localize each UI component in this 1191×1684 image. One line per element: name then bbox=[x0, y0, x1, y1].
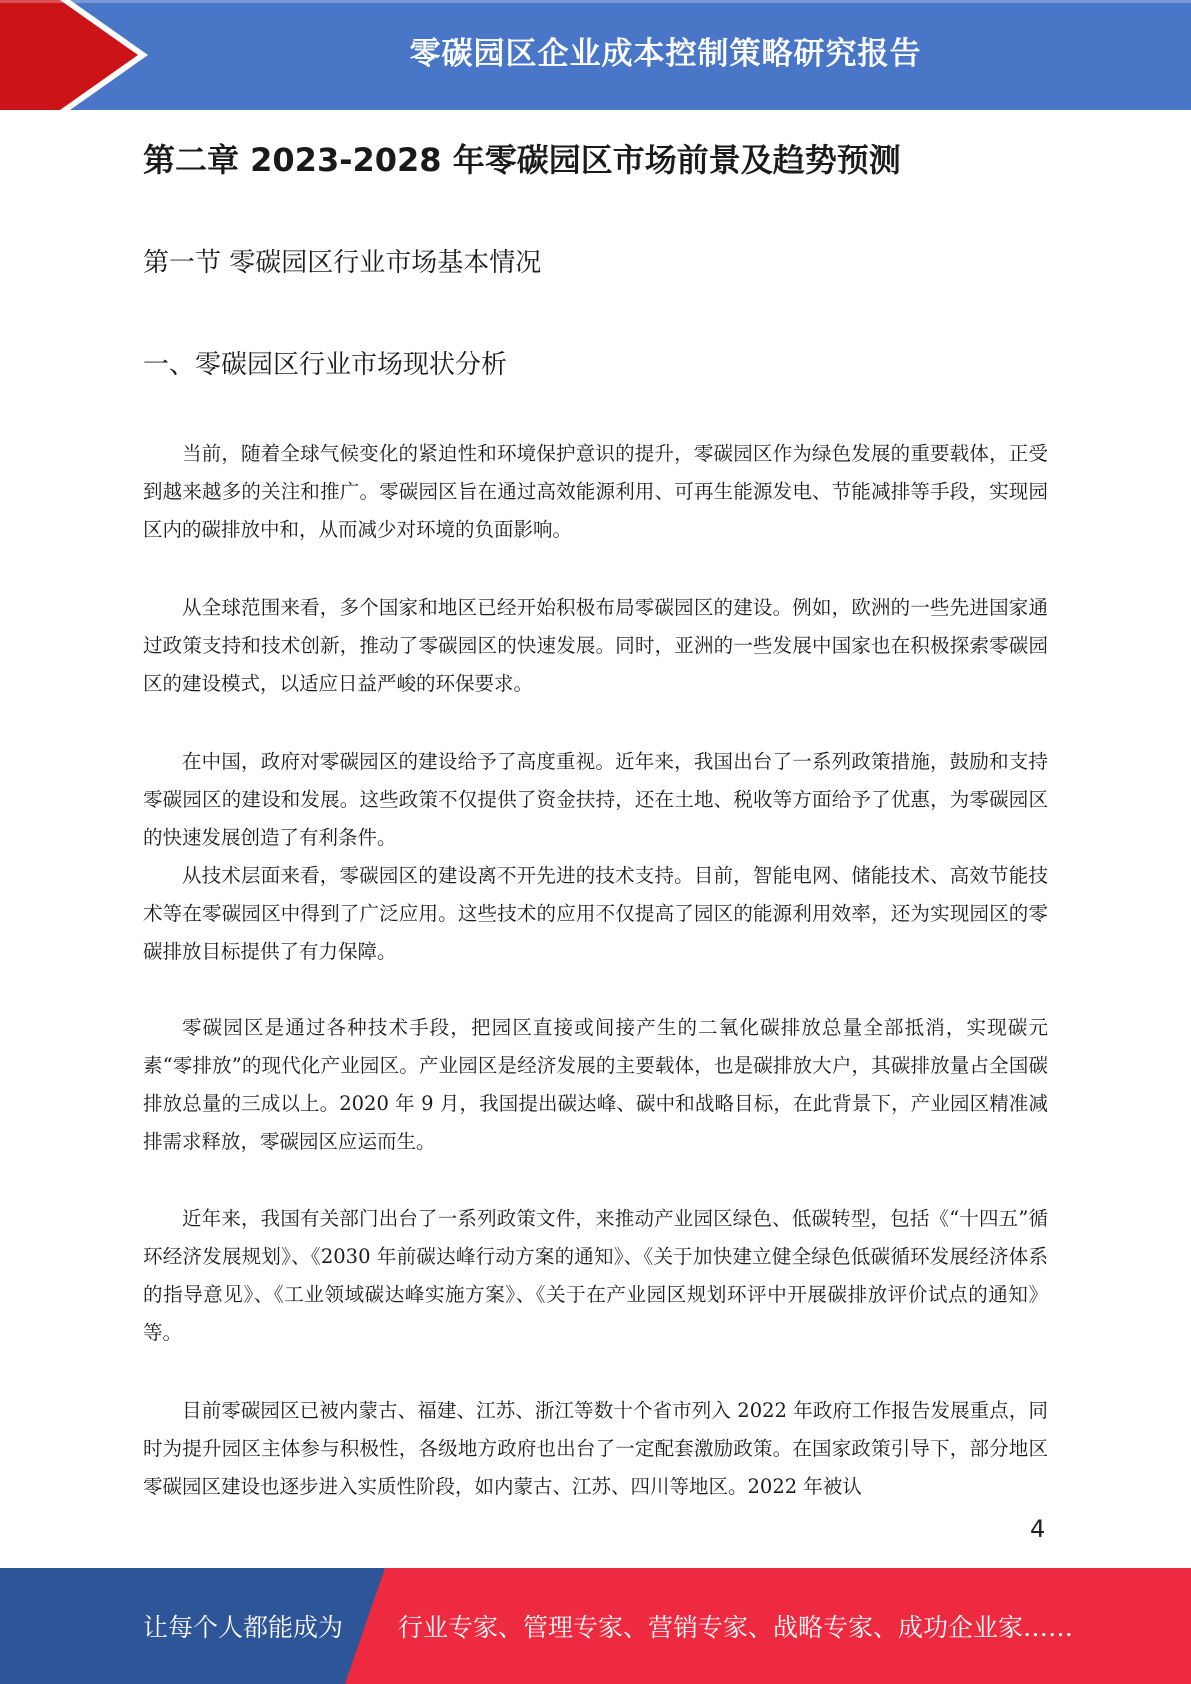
page-footer bbox=[0, 1568, 1191, 1684]
paragraph: 零碳园区是通过各种技术手段，把园区直接或间接产生的二氧化碳排放总量全部抵消，实现碳元素“零排放”的现代化产业园区。产业园区是经济发展的主要载体，也是碳排放大户，其碳排放量占全国碳排放总量的三成以上。2020 年 9 月，我国提出碳达峰、碳中和战略目标，在此背景下，产业园区精准减排需求释放，零碳园区应运而生。 bbox=[143, 1016, 1048, 1153]
paragraph: 在中国，政府对零碳园区的建设给予了高度重视。近年来，我国出台了一系列政策措施，鼓励和支持零碳园区的建设和发展。这些政策不仅提供了资金扶持，还在土地、税收等方面给予了优惠，为零碳园区的快速发展创造了有利条件。 bbox=[143, 750, 1048, 849]
report-title: 零碳园区企业成本控制策略研究报告 bbox=[409, 35, 922, 72]
paragraph: 近年来，我国有关部门出台了一系列政策文件，来推动产业园区绿色、低碳转型，包括《“十四五”循环经济发展规划》、《2030 年前碳达峰行动方案的通知》、《关于加快建立健全绿色低碳循环发展经济体系的指导意见》、《工业领域碳达峰实施方案》、《关于在产业园区规划环评中开展碳排放评价试点的通知》等。 bbox=[143, 1207, 1048, 1344]
paragraph: 当前，随着全球气候变化的紧迫性和环境保护意识的提升，零碳园区作为绿色发展的重要载体，正受到越来越多的关注和推广。零碳园区旨在通过高效能源利用、可再生能源发电、节能减排等手段，实现园区内的碳排放中和，从而减少对环境的负面影响。 bbox=[143, 442, 1048, 541]
paragraph: 从技术层面来看，零碳园区的建设离不开先进的技术支持。目前，智能电网、储能技术、高效节能技术等在零碳园区中得到了广泛应用。这些技术的应用不仅提高了园区的能源利用效率，还为实现园区的零碳排放目标提供了有力保障。 bbox=[143, 864, 1048, 963]
section-title: 第一节 零碳园区行业市场基本情况 bbox=[143, 248, 542, 278]
chapter-title: 第二章 2023-2028 年零碳园区市场前景及趋势预测 bbox=[143, 141, 901, 179]
paragraph: 从全球范围来看，多个国家和地区已经开始积极布局零碳园区的建设。例如，欧洲的一些先进国家通过政策支持和技术创新，推动了零碳园区的快速发展。同时，亚洲的一些发展中国家也在积极探索零碳园区的建设模式，以适应日益严峻的环保要求。 bbox=[143, 596, 1048, 695]
paragraph: 目前零碳园区已被内蒙古、福建、江苏、浙江等数十个省市列入 2022 年政府工作报告发展重点，同时为提升园区主体参与积极性，各级地方政府也出台了一定配套激励政策。在国家政策引导下，部分地区零碳园区建设也逐步进入实质性阶段，如内蒙古、江苏、四川等地区。2022 年被认 bbox=[143, 1399, 1048, 1498]
footer-slogan-right: 行业专家、管理专家、营销专家、战略专家、成功企业家…… bbox=[398, 1613, 1074, 1642]
page-content bbox=[143, 138, 1048, 1498]
footer-slogan-left: 让每个人都能成为 bbox=[143, 1613, 344, 1642]
page-number: 4 bbox=[1030, 1515, 1046, 1543]
page-header bbox=[0, 0, 1191, 110]
subsection-title: 一、零碳园区行业市场现状分析 bbox=[143, 350, 508, 380]
